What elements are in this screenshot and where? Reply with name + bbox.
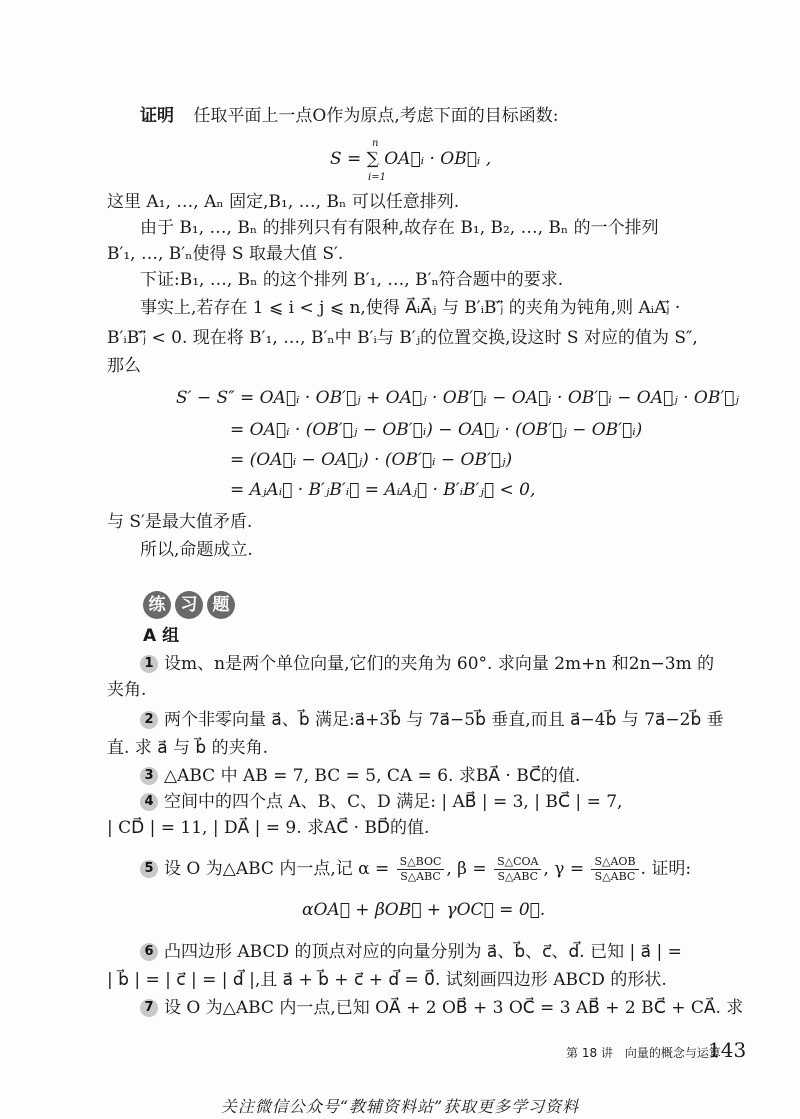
question-text: . 证明: [640, 859, 692, 879]
question-5-line-1 [140, 852, 691, 886]
practice-title-char: 习 [175, 591, 203, 619]
question-1-line-1 [140, 652, 714, 676]
proof-line-2: 由于 B₁, …, Bₙ 的排列只有有限种,故存在 B₁, B₂, …, Bₙ 的一个排列 [140, 218, 659, 238]
question-text: 设m、n是两个单位向量,它们的夹角为 60°. 求向量 2m+n 和2n−3m 的 [164, 654, 715, 674]
question-text: , γ = [543, 859, 585, 879]
proof-line-8: 与 S′是最大值矛盾. [107, 512, 253, 532]
proof-line-4: 下证:B₁, …, Bₙ 的这个排列 B′₁, …, B′ₙ符合题中的要求. [140, 270, 564, 290]
proof-line-9: 所以,命题成立. [140, 540, 253, 560]
proof-line-6: B′ᵢB′ⱼ⃗ < 0. 现在将 B′₁, …, B′ₙ中 B′ᵢ与 B′ⱼ的位置交换,设这时 S 对应的值为 S″, [107, 328, 698, 348]
page-number: 143 [708, 1038, 747, 1062]
question-text: 两个非零向量 a⃗、b⃗ 满足:a⃗+3b⃗ 与 7a⃗−5b⃗ 垂直,而且 a⃗−4b⃗ 与 7a⃗−2b⃗ 垂 [164, 710, 724, 730]
question-text: 设 O 为△ABC 内一点,记 α = [164, 859, 390, 879]
question-6-line-1 [140, 940, 682, 964]
question-2-line-2: 直. 求 a⃗ 与 b⃗ 的夹角. [107, 738, 269, 758]
fraction-denominator: S△ABC [400, 870, 441, 883]
equation-line-3: = (OA⃗ᵢ − OA⃗ⱼ) · (OB′⃗ᵢ − OB′⃗ⱼ) [230, 450, 513, 470]
fraction-beta [494, 855, 541, 884]
question-number-badge: 5 [140, 860, 158, 878]
question-5-equation: αOA⃗ + βOB⃗ + γOC⃗ = 0⃗. [302, 900, 546, 920]
equation-line-2: = OA⃗ᵢ · (OB′⃗ⱼ − OB′⃗ᵢ) − OA⃗ⱼ · (OB′⃗ⱼ − OB′⃗ᵢ) [230, 420, 643, 440]
sum-lower-limit: i=1 [368, 172, 386, 183]
question-4-line-2: | CD⃗ | = 11, | DA⃗ | = 9. 求AC⃗ · BD⃗的值. [107, 818, 430, 838]
group-heading: A 组 [143, 626, 180, 646]
formula-S: S = ∑ OA⃗ᵢ · OB⃗ᵢ , [330, 149, 492, 169]
fraction-numerator: S△BOC [397, 855, 445, 870]
question-text: △ABC 中 AB = 7, BC = 5, CA = 6. 求BA⃗ · BC⃗的值. [164, 766, 581, 786]
question-4-line-1 [140, 790, 622, 814]
fraction-alpha [397, 855, 445, 884]
fraction-numerator: S△COA [494, 855, 541, 870]
fraction-gamma [591, 855, 638, 884]
question-1-line-2: 夹角. [107, 680, 147, 700]
question-number-badge: 4 [140, 793, 158, 811]
question-6-line-2: | b⃗ | = | c⃗ | = | d⃗ |,且 a⃗ + b⃗ + c⃗ + d⃗ = 0⃗. 试刻画四边形 ABCD 的形状. [107, 970, 667, 990]
question-7-line-1 [140, 996, 743, 1020]
question-text: 空间中的四个点 A、B、C、D 满足: | AB⃗ | = 3, | BC⃗ | = 7, [164, 792, 623, 812]
fraction-denominator: S△ABC [497, 870, 539, 883]
proof-line-3: B′₁, …, B′ₙ使得 S 取最大值 S′. [107, 244, 344, 264]
practice-title [143, 591, 235, 621]
question-text: 设 O 为△ABC 内一点,已知 OA⃗ + 2 OB⃗ + 3 OC⃗ = 3 AB⃗ + 2 BC⃗ + CA⃗. 求 [164, 998, 744, 1018]
question-number-badge: 6 [140, 943, 158, 961]
proof-line-5: 事实上,若存在 1 ⩽ i < j ⩽ n,使得 A⃗ᵢA⃗ⱼ 与 B′ᵢB′ⱼ⃗ 的夹角为钝角,则 AᵢAⱼ⃗ · [140, 298, 681, 318]
question-text: 凸四边形 ABCD 的顶点对应的向量分别为 a⃗、b⃗、c⃗、d⃗. 已知 | a⃗ | = [164, 942, 682, 962]
proof-line-intro [140, 104, 558, 128]
equation-line-1: S′ − S″ = OA⃗ᵢ · OB′⃗ⱼ + OA⃗ⱼ · OB′⃗ᵢ − OA⃗ᵢ · OB′⃗ᵢ − OA⃗ⱼ · OB′⃗ⱼ [176, 388, 739, 408]
proof-intro-text: 任取平面上一点O作为原点,考虑下面的目标函数: [193, 106, 559, 126]
question-number-badge: 7 [140, 999, 158, 1017]
question-3-line-1 [140, 764, 580, 788]
question-number-badge: 3 [140, 767, 158, 785]
proof-line-7: 那么 [107, 356, 141, 376]
question-2-line-1 [140, 708, 724, 732]
fraction-numerator: S△AOB [591, 855, 638, 870]
practice-title-char: 练 [143, 591, 171, 619]
question-number-badge: 1 [140, 655, 158, 673]
sum-upper-limit: n [372, 138, 379, 149]
proof-label: 证明 [140, 106, 174, 126]
fraction-denominator: S△ABC [594, 870, 636, 883]
watermark-text: 关注微信公众号“教辅资料站”获取更多学习资料 [220, 1097, 580, 1116]
equation-line-4: = AⱼAᵢ⃗ · B′ⱼB′ᵢ⃗ = AᵢAⱼ⃗ · B′ᵢB′ⱼ⃗ < 0, [230, 480, 536, 500]
practice-title-char: 题 [207, 591, 235, 619]
chapter-footer: 第 18 讲 向量的概念与运算 [566, 1046, 721, 1060]
proof-line-1: 这里 A₁, …, Aₙ 固定,B₁, …, Bₙ 可以任意排列. [107, 192, 460, 212]
question-number-badge: 2 [140, 711, 158, 729]
question-text: , β = [446, 859, 487, 879]
